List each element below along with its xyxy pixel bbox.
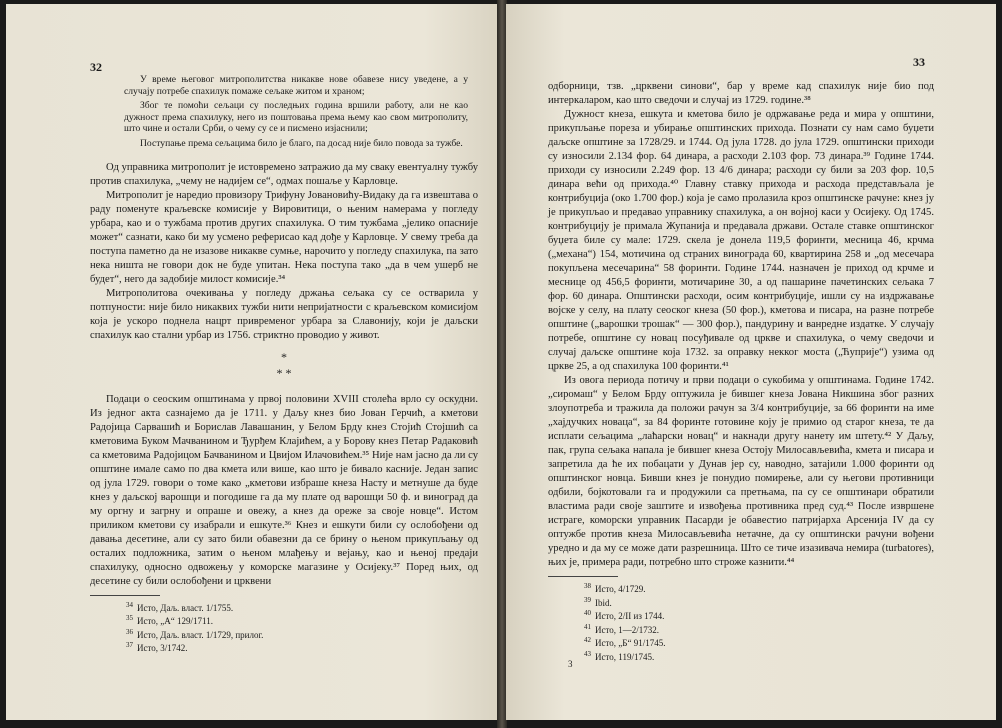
right-page-content: [548, 80, 934, 663]
paragraph: Митрополитова очекивања у погледу држања сељака су се остварила у потпуности: није било никаквих тужби нити непријатности с краљевском комисијом која је ускоро поднела нацрт привременог урбара за Славонију, који је даљски спахилук као стални урбар из 1756. стриктно проводио у живот.: [90, 287, 478, 341]
right-page: [506, 4, 996, 720]
footnote-rule: [90, 595, 160, 596]
footnote: $^{39}$ Ibid.: [584, 595, 612, 608]
footnote: $^{42}$ Исто, „Б“ 91/1745.: [584, 636, 666, 649]
footnote: $^{38}$ Исто, 4/1729.: [584, 582, 646, 594]
footnote: $^{37}$ Исто, 3/1742.: [126, 641, 188, 654]
quote-line: Поступање према сељацима било је благо, па досад није било повода за тужбе.: [140, 137, 463, 149]
footnotes: [90, 600, 478, 654]
paragraph: Митрополит је наредио провизору Трифуну Јовановићу-Видаку да га извештава о раду поменуте краљевске комисије у Вировитици, о њеним намерама у погледу урбара, као и о тужбама против других спахилука. О тим тужбама „јелико опасније может“ сазнати, како би му усмено реферисао кад дође у Карловце. У свему треба да поступа паметно да не изазове никакве сумње, нарочито у погледу спахилука, па зато нека ништа не говори док не буде упитан. Нека поступа тако „да в чем ушерб не будет“, него да задобије милост комисије.³⁴: [90, 189, 478, 285]
footnotes: [548, 581, 934, 663]
paragraph: Од управника митрополит је истовремено затражио да му сваку евентуалну тужбу против спахилука, „чему не надијем се“, одмах пошаље у Карловце.: [90, 161, 478, 187]
quote-line: Због те помоћи сељаци су последњих година вршили работу, али не као дужност према спахилуку, него из поштовања према њему као свом митрополиту, што чине и остали Срби, о чему су се и писмено изјаснили;: [124, 100, 468, 135]
footnote: $^{40}$ Исто, 2/II из 1744.: [584, 609, 665, 622]
paragraph: Дужност кнеза, ешкута и кметова било је одржавање реда и мира у општини, прикупљање пореза и убирање општинских прихода. Познати су нам само буџети даљске општине за 1728/29. и 1744. Од јула 1728. до јула 1729. општински приходи су износили 2.134 фор. 64 динара, а расходи 2.103 фор. 73 динара.³⁹ Године 1744. приходи су износили 2.249 фор. 13 4/6 динара; расходи су били за 203 фор. 10,5 динара већи од прихода.⁴⁰ Главну ставку прихода и расхода представљала је контрибуција (око 1.700 фор.) која је само пролазила кроз општинске рачуне: кнез ју је прикупљао и предавао управнику спахилука, а он војној каси у Осијеку. Од 1745. контрибуцију је примала Жупанија и предавала држави. Остале ставке општинског буџета биле су мале: 1729. скела је донела 119,5 форинти, месница 46, крчма („механа“) 154, мотичина од страних винограда 60, квартирина 258 и „од месечара покупљена месечарина“ 58 форинти. Године 1744. назначен је приход од крчме и меснице од 456,5 форинти, мотичарине 30, а од пашарине пачетинских сељака 7 фор. 60 динара. Општински расходи, осим контрибуције, ишли су на издржавање војске у селу, на плату сеоског кнеза (50 фор.), кметова и писара, на разне потребе општине („варошки трошак“ — 300 фор.), пандурину и ванредне издатке. У случају потребе, општине су новац посуђивале од цркве и спахилука, о чему сведочи и случај даљске општине која 1732. за оправку некког моста („Ћуприје“) узима од цркве 25, а од спахилука 100 форинти.⁴¹: [548, 109, 934, 372]
signature-mark: 3: [568, 659, 573, 669]
quote-line: У време његовог митрополитства никакве нове обавезе нису уведене, а у случају потребе спахилук помаже сељаке житом и храном;: [124, 74, 468, 97]
divider-star: * *: [276, 365, 292, 380]
paragraph: Из овога периода потичу и први подаци о сукобима у општинама. Године 1742. „сиромаш“ у Белом Брду оптужила је бившег кнеза Јована Никшина због разних злоупотреба и тражила да положи рачун за 3/4 контрибуције, за 66 форинти на име „хајдучких новаца“, за 84 форинте готовине коју је примио од старог кнеза, те да исплати сељацима „лаћарски новац“ и накнади другу нанету им штету.⁴² У Даљу, пак, група сељака напала је бившег кнеза Остоју Милосављевића, кмета и писара и запретила да ће их побацати у Дунав јер су, наводно, затајили 1.000 форинти од општинског новца. Бивши кнез је понудио помирење, али су његови противници одбили, бојкотовали га и продужили са претњама, па су се општинари обратили властима ради своје заштите и извођења противника пред суд.⁴³ После извршене истраге, коморски управник Пасарди је обавестио патријарха Арсенија IV да су оптужбе против кнеза Милосављевића нетачне, да су општински рачуни вођени уредно и да му се може дати разрешница. Што се тиче изазивача немира (turbatores), њих је, примера ради, потребно што строже казнити.⁴⁴: [548, 375, 934, 568]
page-number: 33: [913, 55, 925, 69]
left-page-content: [90, 74, 478, 654]
paragraph: одборници, тзв. „црквени синови“, бар у време кад спахилук није био под интеркаларом, као што сведочи и случај из 1729. године.³⁸: [548, 81, 934, 106]
page-number: 32: [90, 60, 102, 74]
block-quote: [124, 74, 468, 150]
left-page: [6, 4, 498, 720]
footnote: $^{43}$ Исто, 119/1745.: [584, 649, 655, 662]
footnote-rule: [548, 576, 618, 577]
section-divider: [90, 349, 478, 381]
footnote: $^{35}$ Исто, „А“ 129/1711.: [126, 614, 213, 627]
footnote: $^{34}$ Исто, Даљ. власт. 1/1755.: [126, 600, 234, 613]
footnote: $^{41}$ Исто, 1—2/1732.: [584, 622, 660, 635]
divider-star: *: [281, 349, 287, 364]
footnote: $^{36}$ Исто, Даљ. власт. 1/1729, прилог.: [126, 627, 264, 640]
paragraph: Подаци о сеоским општинама у првој половини XVIII столећа врло су оскудни. Из једног акта сазнајемо да је 1711. у Даљу кнез био Јован Герчић, а кметови Радојица Сарвашић и Борислав Лавашанин, у Белом Брду кнез Стојић Стојшић са кметовима Буком Мачванином и Ђурђем Клајићем, а у Борову кнез Петар Радаковић са кметовима Радојицом Бачванином и Цвијом Илачовићем.³⁵ Није нам јасно да ли су општине имале само по два кмета или више, као што је бивало касније. Један запис од јула 1729. говори о томе како „кметови избраше кнеза Насту и метнуше да буде кнез у дaљској варошци и погодише га да му плате од варошци 50 ф. и виноград да му оргну и загрну и опраше и овежу, а кнез да ореже за своје новце“. Истом приликом кметови су изабрали и ешкуте.³⁶ Кнез и ешкути били су ослобођени од давања десетине, али су зато били обавезни да се брину о њеном прикупљању од осталих подложника, затим о њеном млађењу и вејању, као и њеној предаји спахилуку, односно одвожењу у коморске магазине у Осијеку.³⁷ Поред њих, од десетине су били ослобођени и црквени: [90, 393, 478, 587]
